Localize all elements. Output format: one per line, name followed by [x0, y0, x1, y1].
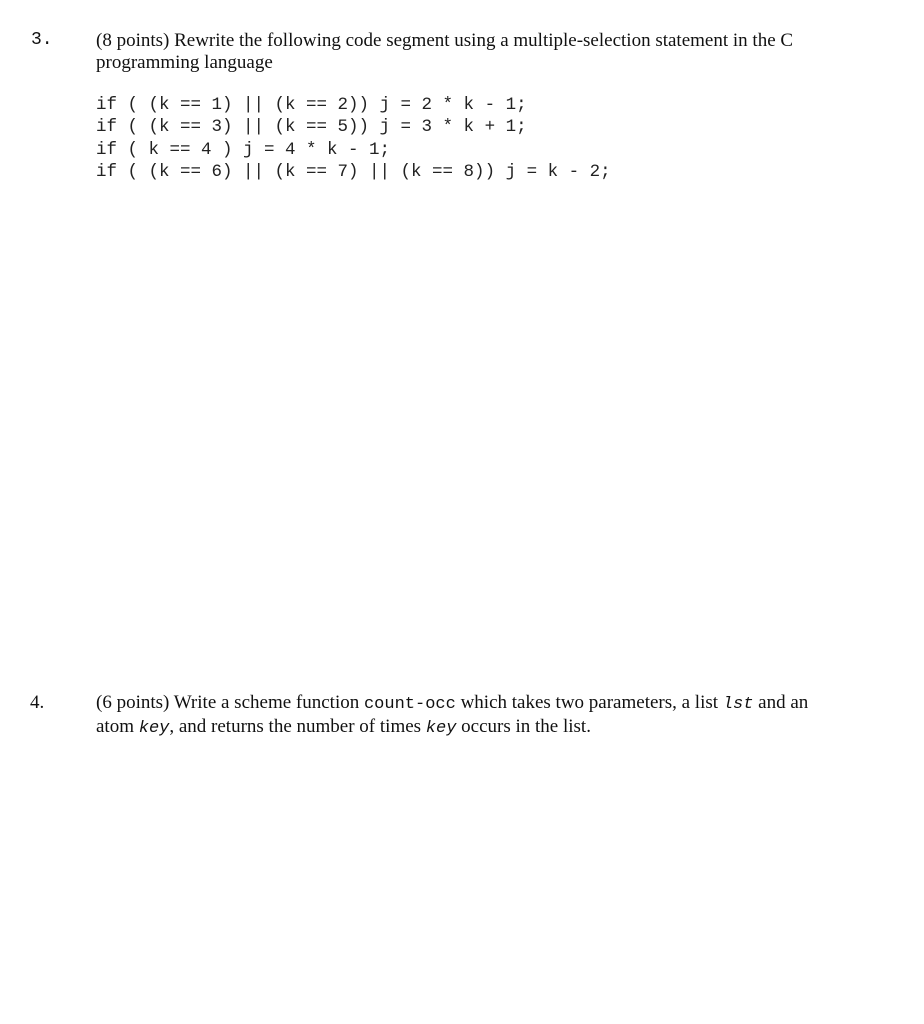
question-4-prompt	[96, 692, 836, 740]
code-line-4: if ( (k == 6) || (k == 7) || (k == 8)) j = k - 2;	[96, 161, 611, 182]
q4-text-part-3: and an atom	[96, 692, 809, 737]
param-lst: lst	[722, 695, 754, 714]
param-key: key	[138, 719, 170, 738]
param-key-again: key	[425, 719, 457, 738]
q4-text-part-2: which takes two parameters, a list	[455, 692, 723, 713]
q4-text-part-5: occurs in the list.	[456, 716, 591, 737]
code-line-1: if ( (k == 1) || (k == 2)) j = 2 * k - 1;	[96, 95, 527, 115]
code-line-3: if ( k == 4 ) j = 4 * k - 1;	[96, 139, 391, 160]
question-3-prompt: (8 points) Rewrite the following code segment using a multiple-selection statement in the C programming language	[96, 30, 794, 73]
code-segment	[96, 94, 611, 183]
q4-text-part-4: , and returns the number of times	[169, 716, 426, 737]
question-3-number: 3.	[31, 30, 53, 50]
function-name: count-occ	[363, 695, 456, 714]
question-4-number: 4.	[30, 692, 45, 713]
q4-text-part-1: (6 points) Write a scheme function	[96, 692, 364, 713]
code-line-2: if ( (k == 3) || (k == 5)) j = 3 * k + 1;	[96, 117, 527, 138]
